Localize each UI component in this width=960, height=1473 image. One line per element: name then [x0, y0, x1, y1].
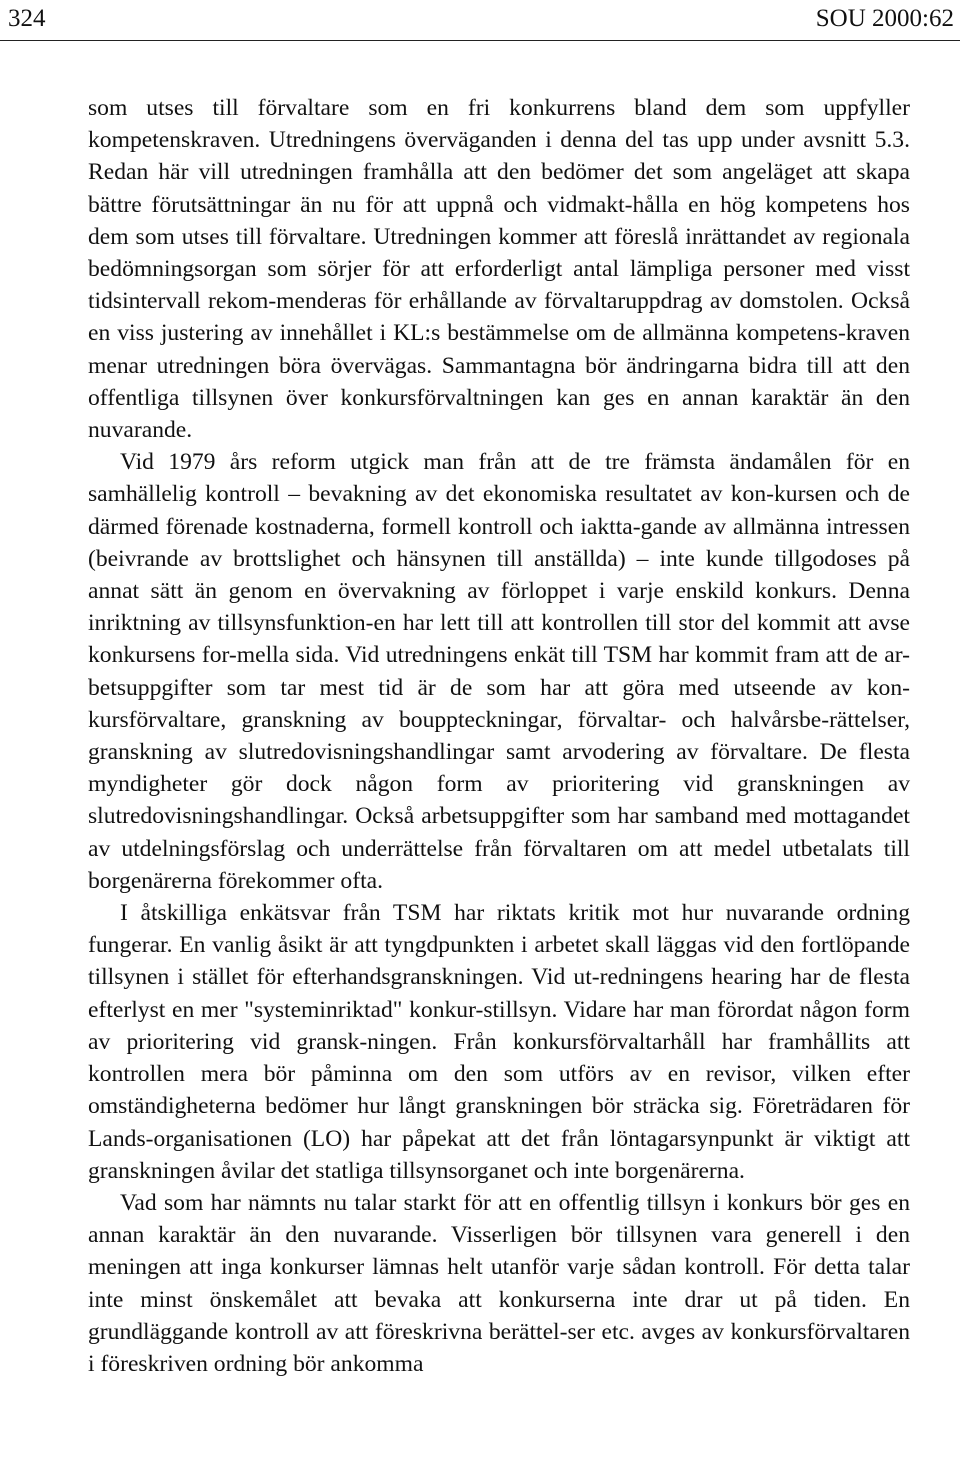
paragraph-conclusion: Vad som har nämnts nu talar starkt för att en offentlig tillsyn i konkurs bör ges en annan karaktär än den nuvarande. Visserligen bör tillsynen vara generell i den meningen att inga konkurser lämnas helt utanför varje sådan kontroll. För detta talar inte minst önskemålet att bevaka att konkurserna inte drar ut på tiden. En grundläggande kontroll av att föreskrivna berättel-ser etc. avges av konkursförvaltaren i föreskriven ordning bör ankomma [88, 1189, 910, 1377]
paragraph-continued: som utses till förvaltare som en fri konkurrens bland dem som uppfyller kompetenskraven. Utredningens överväganden i denna del tas upp under avsnitt 5.3. Redan här vill utredningen framhålla att den bedömer det som angeläget att skapa bättre förutsättningar än nu för att uppnå och vidmakt-hålla en hög kompetens hos dem som utses till förvaltare. Utredningen kommer att föreslå inrättandet av regionala bedömningsorgan som sörjer för att erforderligt antal lämpliga personer med visst tidsintervall rekom-menderas för erhållande av förvaltaruppdrag av domstolen. Också en viss justering av innehållet i KL:s bestämmelse om de allmänna kompetens-kraven menar utredningen böra övervägas. Sammantagna bör ändringarna bidra till att den offentliga tillsynen över konkursförvaltningen kan ges en annan karaktär än den nuvarande. [88, 95, 910, 444]
page-number: 324 [8, 5, 46, 32]
report-identifier: SOU 2000:62 [815, 5, 954, 32]
page-header [0, 0, 960, 44]
paragraph-criticism: I åtskilliga enkätsvar från TSM har riktats kritik mot hur nuvarande ordning fungerar. En vanlig åsikt är att tyngdpunkten i arbetet skall läggas vid den fortlöpande tillsynen i stället för efterhandsgranskningen. Vid ut-redningens hearing har de flesta efterlyst en mer "systeminriktad" konkur-stillsyn. Vidare har man förordat någon form av prioritering vid gransk-ningen. Från konkursförvaltarhåll har framhållits att kontrollen mera bör påminna om den som utförs av en revisor, vilken efter omständigheterna bedömer hur långt granskningen bör sträcka sig. Företrädaren för Lands-organisationen (LO) har påpekat att det från löntagarsynpunkt är viktigt att granskningen åvilar det statliga tillsynsorganet och inte borgenärerna. [88, 900, 910, 1184]
header-rule [0, 40, 960, 41]
body-text [88, 92, 910, 1380]
paragraph-reform-1979: Vid 1979 års reform utgick man från att de tre främsta ändamålen för en samhällelig kontroll – bevakning av det ekonomiska resultatet av kon-kursen och de därmed förenade kostnaderna, formell kontroll och iaktta-gande av allmänna intressen (beivrande av brottslighet och hänsynen till anställda) – inte kunde tillgodoses på annat sätt än genom en övervakning av förloppet i varje enskild konkurs. Denna inriktning av tillsynsfunktion-en har lett till att kontrollen till stor del kommit att avse konkursens for-mella sida. Vid utredningens enkät till TSM har kommit fram att de ar-betsuppgifter som tar mest tid är de som har att göra med utseende av kon-kursförvaltare, granskning av bouppteckningar, förvaltar- och halvårsbe-rättelser, granskning av slutredovisningshandlingar samt arvodering av förvaltare. De flesta myndigheter gör dock någon form av prioritering vid granskningen av slutredovisningshandlingar. Också arbetsuppgifter som har samband med mottagandet av utdelningsförslag och underrättelse från förvaltaren om att medel utbetalats till borgenärerna förekommer ofta. [88, 449, 910, 894]
